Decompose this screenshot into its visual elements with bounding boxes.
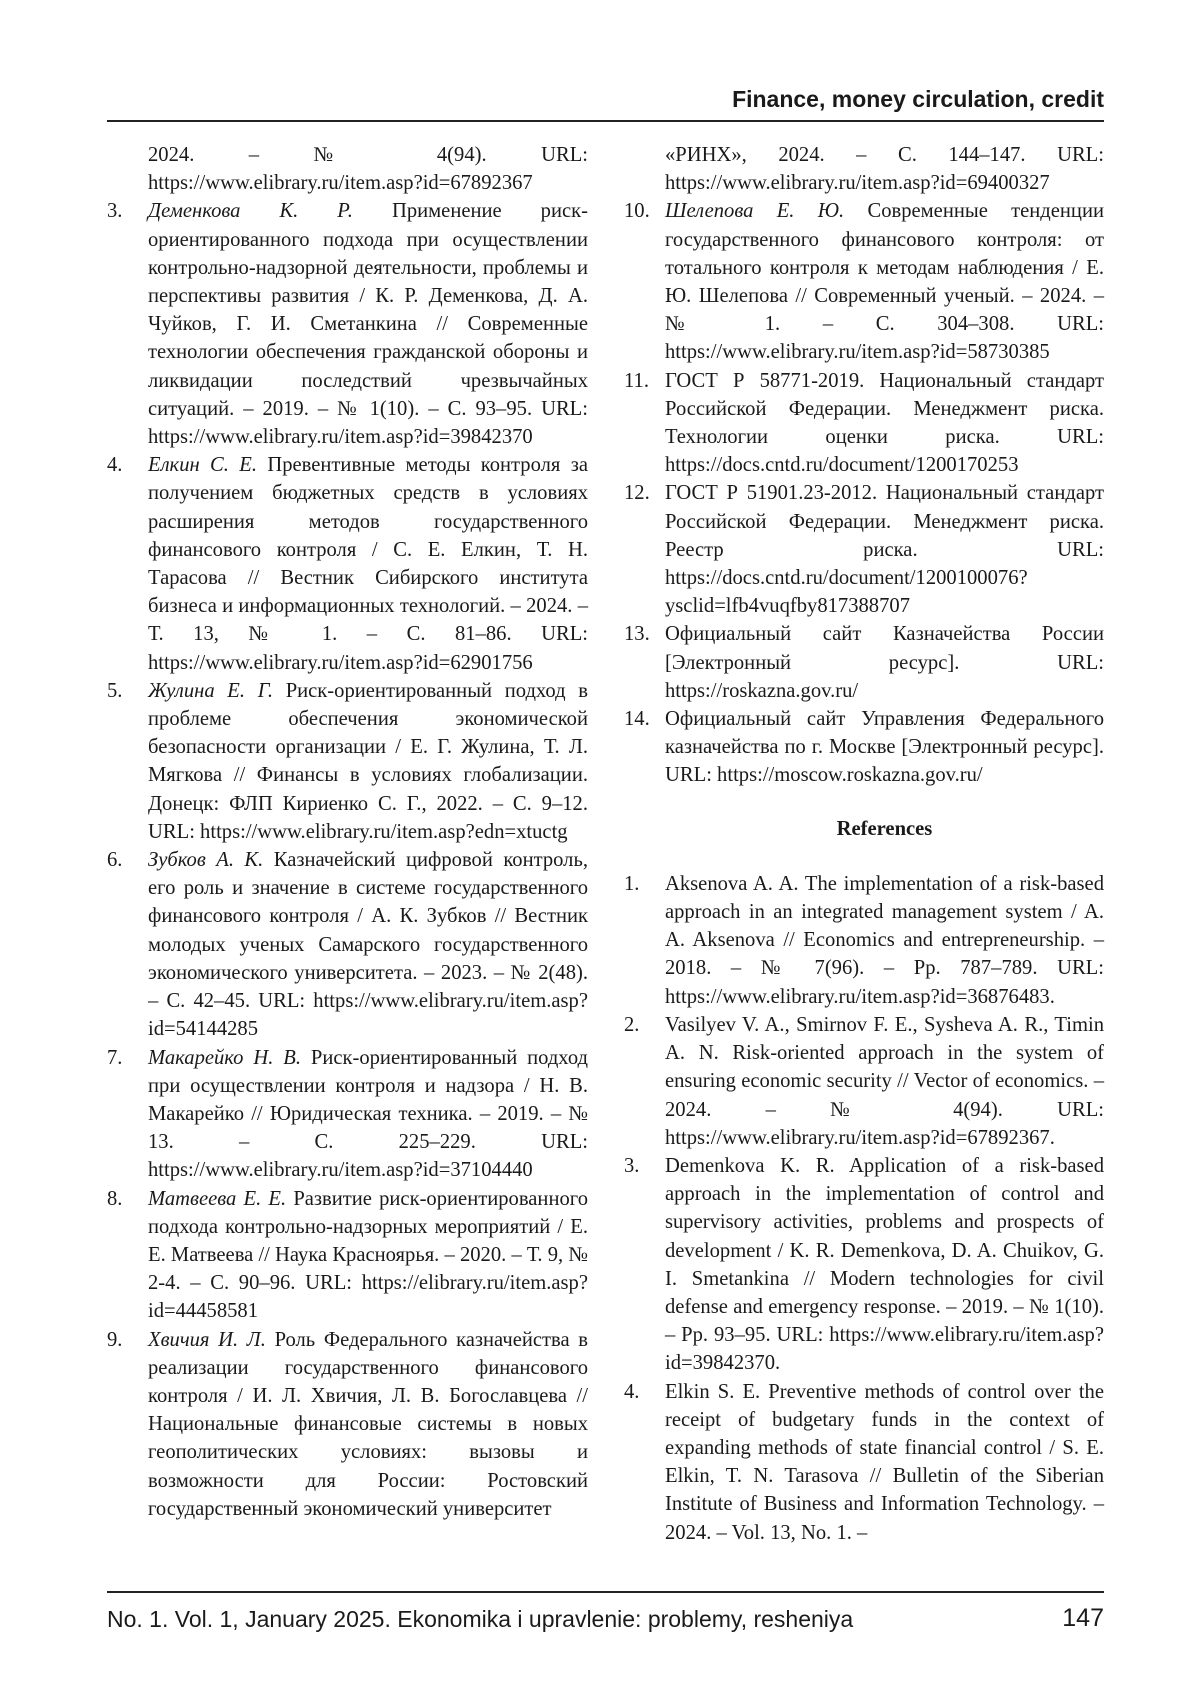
reference-number: 11. bbox=[624, 369, 649, 392]
reference-item bbox=[624, 870, 1104, 1011]
reference-number: 2. bbox=[624, 1013, 640, 1036]
reference-item bbox=[624, 479, 1104, 620]
reference-author: Шелепова Е. Ю. bbox=[665, 200, 845, 223]
reference-item bbox=[107, 1044, 588, 1185]
reference-text: ГОСТ Р 58771-2019. Национальный стандарт Российской Федерации. Менеджмент риска. Технологии оценки риска. URL: https://docs.cntd.ru/document/1200170253 bbox=[665, 369, 1104, 477]
reference-continuation: «РИНХ», 2024. – С. 144–147. URL: https://www.elibrary.ru/item.asp?id=69400327 bbox=[665, 144, 1104, 195]
reference-author: Матвеева Е. Е. bbox=[148, 1187, 287, 1210]
reference-number: 9. bbox=[107, 1328, 123, 1351]
reference-number: 3. bbox=[107, 200, 123, 223]
reference-item bbox=[107, 1326, 588, 1523]
reference-text: ГОСТ Р 51901.23-2012. Национальный стандарт Российской Федерации. Менеджмент риска. Реестр риска. URL: https://docs.cntd.ru/document/1200100076?ysclid=lfb4vuqfby817388707 bbox=[665, 482, 1104, 618]
reference-text: Vasilyev V. A., Smirnov F. E., Sysheva A. R., Timin A. N. Risk-oriented approach in the system of ensuring economic security // Vector of economics. – 2024. – № 4(94). URL: https://www.elibrary.ru/item.asp?id=67892367. bbox=[665, 1013, 1104, 1149]
reference-item bbox=[624, 705, 1104, 790]
journal-citation: No. 1. Vol. 1, January 2025. Ekonomika i upravlenie: problemy, resheniya bbox=[107, 1606, 854, 1632]
reference-item bbox=[624, 620, 1104, 705]
reference-author: Зубков А. К. bbox=[148, 849, 264, 872]
section-title: Finance, money circulation, credit bbox=[732, 86, 1104, 112]
reference-number: 7. bbox=[107, 1046, 123, 1069]
reference-item bbox=[107, 197, 588, 451]
reference-number: 12. bbox=[624, 482, 650, 505]
left-column bbox=[107, 141, 588, 1523]
reference-number: 13. bbox=[624, 623, 650, 646]
reference-author: Макарейко Н. В. bbox=[148, 1046, 301, 1069]
reference-item bbox=[624, 1152, 1104, 1378]
page-number: 147 bbox=[1062, 1604, 1104, 1632]
reference-item bbox=[624, 1378, 1104, 1547]
reference-item bbox=[107, 846, 588, 1043]
reference-text: Применение риск-ориентированного подхода при осуществлении контрольно-надзорной деятельности, проблемы и перспективы развития / К. Р. Деменкова, Д. А. Чуйков, Г. И. Сметанкина // Современные технологии обеспечения гражданской обороны и ликвидации последствий чрезвычайных ситуаций. – 2019. – № 1(10). – С. 93–95. URL: https://www.elibrary.ru/item.asp?id=39842370 bbox=[148, 200, 588, 449]
reference-number: 8. bbox=[107, 1187, 123, 1210]
references-heading: References bbox=[836, 817, 933, 840]
reference-item bbox=[624, 367, 1104, 480]
reference-author: Деменкова К. Р. bbox=[148, 200, 353, 223]
reference-item bbox=[107, 677, 588, 846]
reference-text: Казначейский цифровой контроль, его роль и значение в системе государственного финансового контроля / А. К. Зубков // Вестник молодых ученых Самарского государственного экономического университета. – 2023. – № 2(48). – С. 42–45. URL: https://www.elibrary.ru/item.asp?id=54144285 bbox=[148, 849, 588, 1041]
reference-text: Риск-ориентированный подход в проблеме обеспечения экономической безопасности организации / Е. Г. Жулина, Т. Л. Мягкова // Финансы в условиях глобализации. Донецк: ФЛП Кириенко С. Г., 2022. – С. 9–12. URL: https://www.elibrary.ru/item.asp?edn=xtuctg bbox=[148, 679, 589, 843]
reference-author: Елкин С. Е. bbox=[148, 454, 258, 477]
reference-text: Официальный сайт Казначейства России [Электронный ресурс]. URL: https://roskazna.gov.ru/ bbox=[665, 623, 1104, 702]
reference-author: Хвичия И. Л. bbox=[148, 1328, 266, 1351]
reference-text: Развитие риск-ориентированного подхода контрольно-надзорных мероприятий / Е. Е. Матвеева // Наука Красноярья. – 2020. – Т. 9, № 2-4. – С. 90–96. URL: https://elibrary.ru/item.asp?id=44458581 bbox=[148, 1187, 588, 1323]
reference-text: Aksenova A. A. The implementation of a risk-based approach in an integrated management system / A. A. Aksenova // Economics and entrepreneurship. – 2018. – № 7(96). – Pp. 787–789. URL: https://www.elibrary.ru/item.asp?id=36876483. bbox=[665, 872, 1104, 1008]
reference-text: Риск-ориентированный подход при осуществлении контроля и надзора / Н. В. Макарейко // Юридическая техника. – 2019. – № 13. – С. 225–229. URL: https://www.elibrary.ru/item.asp?id=37104440 bbox=[148, 1046, 588, 1182]
reference-continuation: 2024. – № 4(94). URL: https://www.elibrary.ru/item.asp?id=67892367 bbox=[148, 144, 588, 195]
reference-item bbox=[624, 1011, 1104, 1152]
reference-item bbox=[624, 197, 1104, 366]
reference-number: 6. bbox=[107, 849, 123, 872]
reference-number: 5. bbox=[107, 679, 123, 702]
reference-author: Жулина Е. Г. bbox=[148, 679, 274, 702]
reference-number: 1. bbox=[624, 872, 640, 895]
reference-text: Elkin S. E. Preventive methods of control over the receipt of budgetary funds in the context of expanding methods of state financial control / S. E. Elkin, T. N. Tarasova // Bulletin of the Siberian Institute of Business and Information Technology. – 2024. – Vol. 13, No. 1. – bbox=[665, 1380, 1104, 1544]
reference-text: Demenkova K. R. Application of a risk-based approach in the implementation of control and supervisory activities, problems and prospects of development / K. R. Demenkova, D. A. Chuikov, G. I. Smetankina // Modern technologies for civil defense and emergency response. – 2019. – № 1(10). – Pp. 93–95. URL: https://www.elibrary.ru/item.asp?id=39842370. bbox=[665, 1154, 1104, 1375]
reference-text: Современные тенденции государственного финансового контроля: от тотального контроля к методам наблюдения / Е. Ю. Шелепова // Современный ученый. – 2024. – № 1. – С. 304–308. URL: https://www.elibrary.ru/item.asp?id=58730385 bbox=[665, 200, 1104, 364]
reference-number: 4. bbox=[107, 454, 123, 477]
right-column bbox=[624, 141, 1104, 1547]
reference-number: 14. bbox=[624, 708, 650, 731]
reference-number: 10. bbox=[624, 200, 650, 223]
reference-number: 3. bbox=[624, 1154, 640, 1177]
header-divider bbox=[107, 120, 1104, 122]
footer-divider bbox=[107, 1591, 1104, 1593]
reference-text: Официальный сайт Управления Федерального казначейства по г. Москве [Электронный ресурс]. URL: https://moscow.roskazna.gov.ru/ bbox=[665, 708, 1104, 787]
reference-text: Превентивные методы контроля за получением бюджетных средств в условиях расширения методов государственного финансового контроля / С. Е. Елкин, Т. Н. Тарасова // Вестник Сибирского института бизнеса и информационных технологий. – 2024. – Т. 13, № 1. – С. 81–86. URL: https://www.elibrary.ru/item.asp?id=62901756 bbox=[148, 454, 588, 674]
reference-item bbox=[107, 1185, 588, 1326]
reference-text: Роль Федерального казначейства в реализации государственного финансового контроля / И. Л. Хвичия, Л. В. Богославцева // Национальные финансовые системы в новых геополитических условиях: вызовы и возможности для России: Ростовский государственный экономический университет bbox=[148, 1328, 588, 1520]
reference-item bbox=[107, 451, 588, 677]
reference-number: 4. bbox=[624, 1380, 640, 1403]
